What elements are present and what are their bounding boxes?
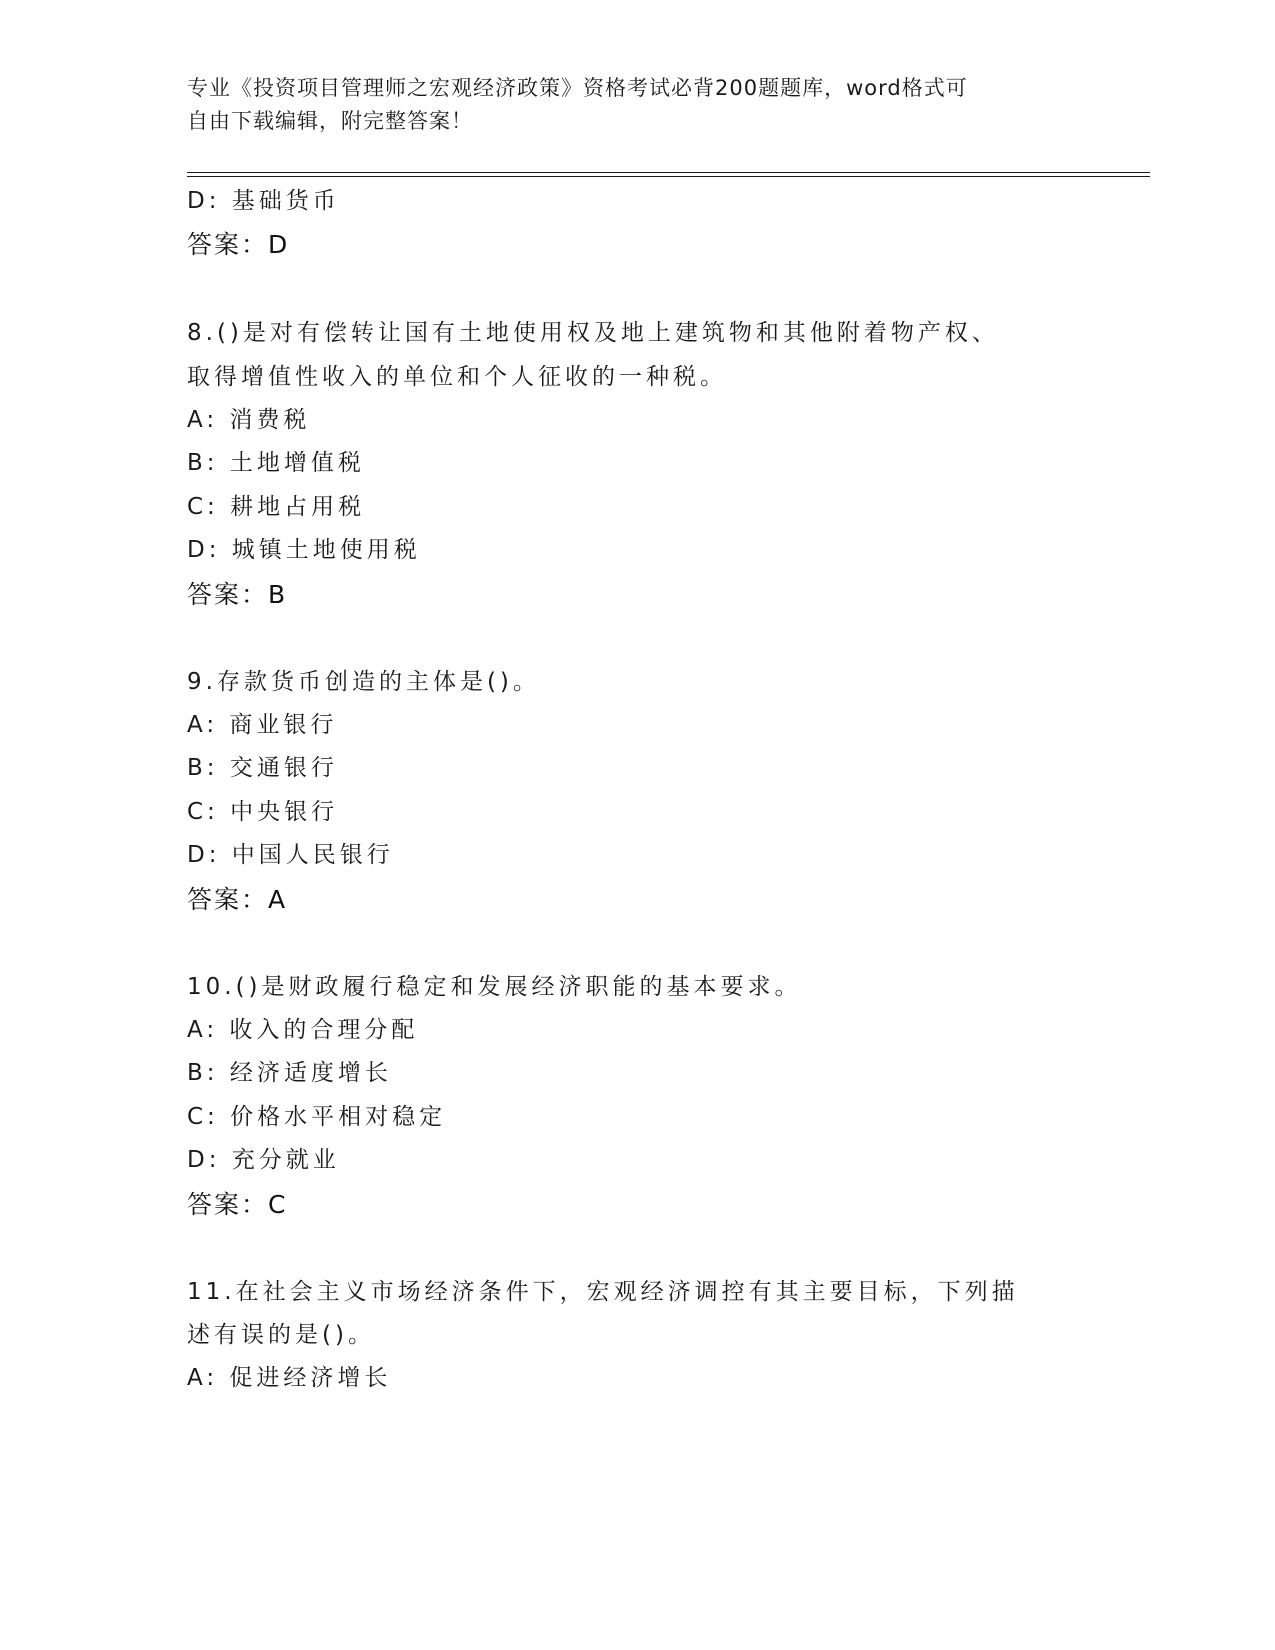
q9-answer: 答案：A (187, 885, 288, 914)
q9-option-b: B: 交通银行 (187, 755, 338, 781)
header-rule-bottom (187, 176, 1150, 177)
q7-option-d: D: 基础货币 (187, 188, 340, 214)
q8-option-a: A: 消费税 (187, 407, 311, 433)
header-rule-top (187, 172, 1150, 173)
q10-option-d: D: 充分就业 (187, 1147, 340, 1173)
q9-option-a: A: 商业银行 (187, 712, 338, 738)
q10-option-b: B: 经济适度增长 (187, 1060, 392, 1086)
q11-stem-line-2: 述有误的是()。 (187, 1322, 375, 1348)
document-header (187, 72, 1087, 138)
header-line-1: 专业《投资项目管理师之宏观经济政策》资格考试必背200题题库，word格式可 (187, 76, 968, 100)
q11-stem-line-1: 11.在社会主义市场经济条件下，宏观经济调控有其主要目标，下列描 (187, 1279, 1019, 1305)
q8-option-c: C: 耕地占用税 (187, 494, 366, 520)
q8-option-b: B: 土地增值税 (187, 450, 365, 476)
q8-answer: 答案：B (187, 580, 288, 609)
q10-option-a: A: 收入的合理分配 (187, 1017, 419, 1043)
q10-stem-line-1: 10.()是财政履行稳定和发展经济职能的基本要求。 (187, 974, 802, 1000)
q9-option-c: C: 中央银行 (187, 799, 339, 825)
q8-option-d: D: 城镇土地使用税 (187, 537, 421, 563)
q8-stem-line-1: 8.()是对有偿转让国有土地使用权及地上建筑物和其他附着物产权、 (187, 320, 999, 346)
q11-option-a: A: 促进经济增长 (187, 1365, 392, 1391)
q9-stem-line-1: 9.存款货币创造的主体是()。 (187, 669, 540, 695)
q10-option-c: C: 价格水平相对稳定 (187, 1104, 447, 1130)
q8-stem-line-2: 取得增值性收入的单位和个人征收的一种税。 (187, 364, 727, 390)
q7-answer: 答案：D (187, 230, 290, 259)
q10-answer: 答案：C (187, 1190, 288, 1219)
header-line-2: 自由下载编辑，附完整答案！ (187, 109, 473, 133)
q9-option-d: D: 中国人民银行 (187, 842, 394, 868)
